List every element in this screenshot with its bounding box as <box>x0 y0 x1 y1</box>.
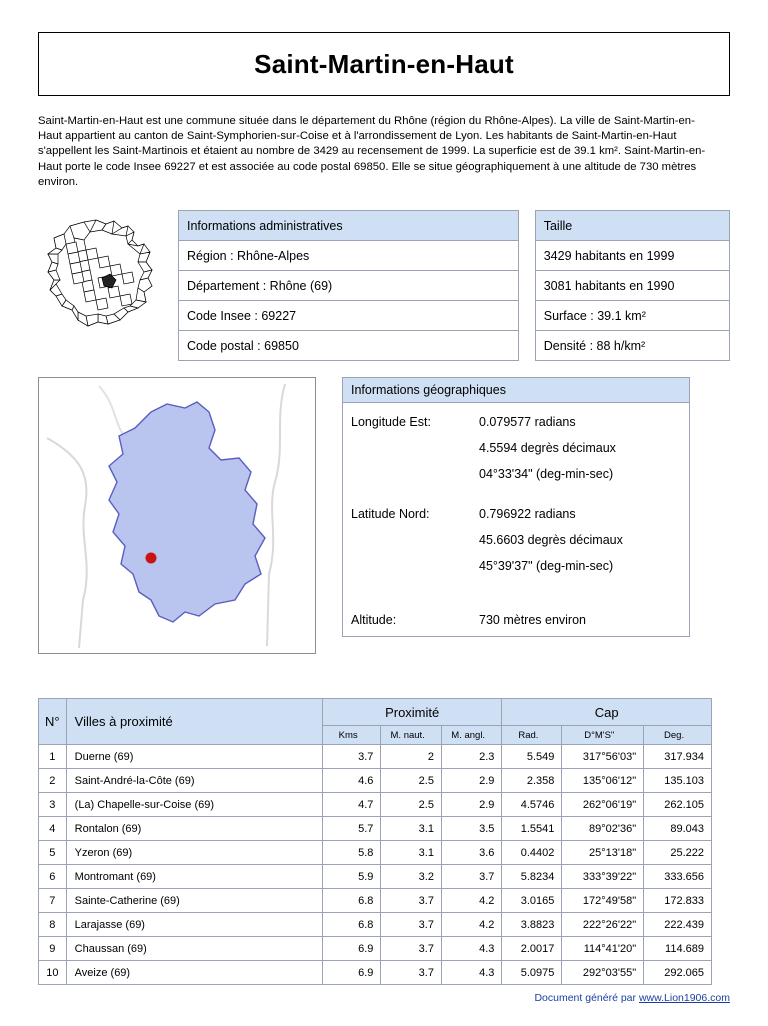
header-m-naut: M. naut. <box>381 726 442 745</box>
cell-deg: 135.103 <box>644 769 712 793</box>
longitude-decimal: 4.5594 degrès décimaux <box>479 441 616 456</box>
cell-m-angl: 2.9 <box>441 769 501 793</box>
taille-row-pop-1990: 3081 habitants en 1990 <box>535 271 729 301</box>
cell-m-naut: 3.7 <box>381 937 442 961</box>
cell-deg: 172.833 <box>644 889 712 913</box>
header-cap: Cap <box>502 699 712 726</box>
table-row <box>39 817 712 841</box>
cell-city: Sainte-Catherine (69) <box>66 889 322 913</box>
taille-header: Taille <box>535 211 729 241</box>
cell-dms: 317°56'03" <box>562 745 644 769</box>
cell-m-angl: 4.2 <box>441 889 501 913</box>
cell-deg: 25.222 <box>644 841 712 865</box>
latitude-label-spacer-2 <box>351 553 479 579</box>
cell-rad: 3.0165 <box>502 889 562 913</box>
cell-deg: 222.439 <box>644 913 712 937</box>
cell-dms: 114°41'20" <box>562 937 644 961</box>
admin-row-code-insee: Code Insee : 69227 <box>179 301 519 331</box>
header-kms: Kms <box>322 726 381 745</box>
cell-dms: 333°39'22" <box>562 865 644 889</box>
cell-num: 5 <box>39 841 67 865</box>
cell-num: 3 <box>39 793 67 817</box>
cell-rad: 5.8234 <box>502 865 562 889</box>
cell-city: Aveize (69) <box>66 961 322 985</box>
geo-header: Informations géographiques <box>343 378 689 403</box>
longitude-label-spacer-2 <box>351 461 479 487</box>
altitude-value: 730 mètres environ <box>479 613 587 628</box>
cell-m-naut: 2.5 <box>381 769 442 793</box>
header-proximite: Proximité <box>322 699 502 726</box>
cell-deg: 262.105 <box>644 793 712 817</box>
cell-m-angl: 4.2 <box>441 913 501 937</box>
table-row <box>39 745 712 769</box>
cell-num: 9 <box>39 937 67 961</box>
cell-m-angl: 3.7 <box>441 865 501 889</box>
cell-kms: 3.7 <box>322 745 381 769</box>
header-city: Villes à proximité <box>66 699 322 745</box>
cell-num: 10 <box>39 961 67 985</box>
footer-link[interactable]: www.Lion1906.com <box>638 992 730 1004</box>
location-marker <box>146 553 157 564</box>
footer-text: Document généré par <box>534 992 639 1004</box>
geo-body <box>343 403 689 636</box>
latitude-decimal: 45.6603 degrès décimaux <box>479 533 623 548</box>
cell-m-naut: 3.1 <box>381 817 442 841</box>
commune-map <box>38 377 316 654</box>
longitude-radians: 0.079577 radians <box>479 415 576 430</box>
cell-m-naut: 3.7 <box>381 913 442 937</box>
cell-kms: 5.8 <box>322 841 381 865</box>
admin-header: Informations administratives <box>179 211 519 241</box>
cell-city: (La) Chapelle-sur-Coise (69) <box>66 793 322 817</box>
header-dms: D°M'S" <box>562 726 644 745</box>
header-num: N° <box>39 699 67 745</box>
intro-paragraph: Saint-Martin-en-Haut est une commune située dans le département du Rhône (région du Rhône-Alpes). La ville de Saint-Martin-en-Haut appartient au canton de Saint-Symphorien-sur-Coise et à l'arrondissement de Lyon. Les habitants de Saint-Martin-en-Haut s'appellent les Saint-Martinois et étaient au nombre de 3429 au recensement de 1999. La superficie est de 39.1 km². Saint-Martin-en-Haut porte le code Insee 69227 et est associée au code postal 69850. Elle se situe géographiquement à une altitude de 730 mètres environ. <box>38 115 706 188</box>
geographic-info-box <box>342 377 690 637</box>
latitude-radians: 0.796922 radians <box>479 507 576 522</box>
admin-row-region: Région : Rhône-Alpes <box>179 241 519 271</box>
cell-num: 8 <box>39 913 67 937</box>
cell-rad: 2.0017 <box>502 937 562 961</box>
admin-row-code-postal: Code postal : 69850 <box>179 331 519 361</box>
longitude-label: Longitude Est: <box>351 415 431 430</box>
proximity-header-row <box>39 699 712 726</box>
cell-kms: 4.6 <box>322 769 381 793</box>
cell-m-angl: 4.3 <box>441 961 501 985</box>
cell-kms: 5.7 <box>322 817 381 841</box>
taille-info-table <box>535 210 730 361</box>
cell-rad: 2.358 <box>502 769 562 793</box>
cell-num: 6 <box>39 865 67 889</box>
table-row <box>39 961 712 985</box>
cell-dms: 89°02'36" <box>562 817 644 841</box>
altitude-label: Altitude: <box>351 613 397 628</box>
geo-spacer-3 <box>351 593 681 607</box>
table-row <box>39 769 712 793</box>
proximity-table <box>38 698 712 985</box>
cell-dms: 135°06'12" <box>562 769 644 793</box>
cell-dms: 292°03'55" <box>562 961 644 985</box>
cell-rad: 5.0975 <box>502 961 562 985</box>
cell-m-angl: 3.6 <box>441 841 501 865</box>
cell-deg: 333.656 <box>644 865 712 889</box>
cell-m-naut: 3.7 <box>381 961 442 985</box>
table-row <box>39 865 712 889</box>
taille-row-pop-1999: 3429 habitants en 1999 <box>535 241 729 271</box>
table-row <box>39 913 712 937</box>
cell-city: Yzeron (69) <box>66 841 322 865</box>
cell-m-angl: 2.9 <box>441 793 501 817</box>
cell-dms: 25°13'18" <box>562 841 644 865</box>
taille-row-densite: Densité : 88 h/km² <box>535 331 729 361</box>
cell-dms: 172°49'58" <box>562 889 644 913</box>
cell-deg: 317.934 <box>644 745 712 769</box>
info-band <box>38 210 730 361</box>
latitude-dms: 45°39'37" (deg-min-sec) <box>479 559 614 574</box>
cell-city: Saint-André-la-Côte (69) <box>66 769 322 793</box>
cell-deg: 292.065 <box>644 961 712 985</box>
cell-rad: 4.5746 <box>502 793 562 817</box>
longitude-label-spacer <box>351 435 479 461</box>
cell-m-angl: 3.5 <box>441 817 501 841</box>
cell-dms: 262°06'19" <box>562 793 644 817</box>
cell-city: Duerne (69) <box>66 745 322 769</box>
cell-m-naut: 3.1 <box>381 841 442 865</box>
cell-num: 7 <box>39 889 67 913</box>
cell-m-angl: 2.3 <box>441 745 501 769</box>
cell-m-naut: 2.5 <box>381 793 442 817</box>
admin-row-departement: Département : Rhône (69) <box>179 271 519 301</box>
cell-deg: 114.689 <box>644 937 712 961</box>
title-box <box>38 32 730 96</box>
latitude-label: Latitude Nord: <box>351 507 430 522</box>
header-m-angl: M. angl. <box>441 726 501 745</box>
cell-m-naut: 3.7 <box>381 889 442 913</box>
cell-city: Rontalon (69) <box>66 817 322 841</box>
france-map-icon <box>40 216 160 332</box>
page-title: Saint-Martin-en-Haut <box>254 48 514 79</box>
cell-num: 1 <box>39 745 67 769</box>
table-row <box>39 793 712 817</box>
cell-city: Larajasse (69) <box>66 913 322 937</box>
header-deg: Deg. <box>644 726 712 745</box>
header-rad: Rad. <box>502 726 562 745</box>
cell-dms: 222°26'22" <box>562 913 644 937</box>
latitude-label-spacer <box>351 527 479 553</box>
cell-kms: 6.8 <box>322 913 381 937</box>
cell-kms: 5.9 <box>322 865 381 889</box>
cell-kms: 6.9 <box>322 961 381 985</box>
cell-rad: 5.549 <box>502 745 562 769</box>
document-page <box>0 32 768 1026</box>
cell-m-angl: 4.3 <box>441 937 501 961</box>
cell-kms: 6.8 <box>322 889 381 913</box>
cell-kms: 6.9 <box>322 937 381 961</box>
table-row <box>39 889 712 913</box>
cell-m-naut: 3.2 <box>381 865 442 889</box>
administrative-info-table <box>178 210 519 361</box>
cell-city: Chaussan (69) <box>66 937 322 961</box>
geo-spacer-1 <box>351 487 681 501</box>
table-row <box>39 841 712 865</box>
table-row <box>39 937 712 961</box>
cell-city: Montromant (69) <box>66 865 322 889</box>
cell-num: 2 <box>39 769 67 793</box>
cell-kms: 4.7 <box>322 793 381 817</box>
cell-rad: 3.8823 <box>502 913 562 937</box>
cell-deg: 89.043 <box>644 817 712 841</box>
cell-rad: 0.4402 <box>502 841 562 865</box>
cell-rad: 1.5541 <box>502 817 562 841</box>
cell-num: 4 <box>39 817 67 841</box>
taille-row-surface: Surface : 39.1 km² <box>535 301 729 331</box>
map-geo-band <box>38 377 730 654</box>
cell-m-naut: 2 <box>381 745 442 769</box>
geo-spacer-2 <box>351 579 681 593</box>
longitude-dms: 04°33'34" (deg-min-sec) <box>479 467 614 482</box>
